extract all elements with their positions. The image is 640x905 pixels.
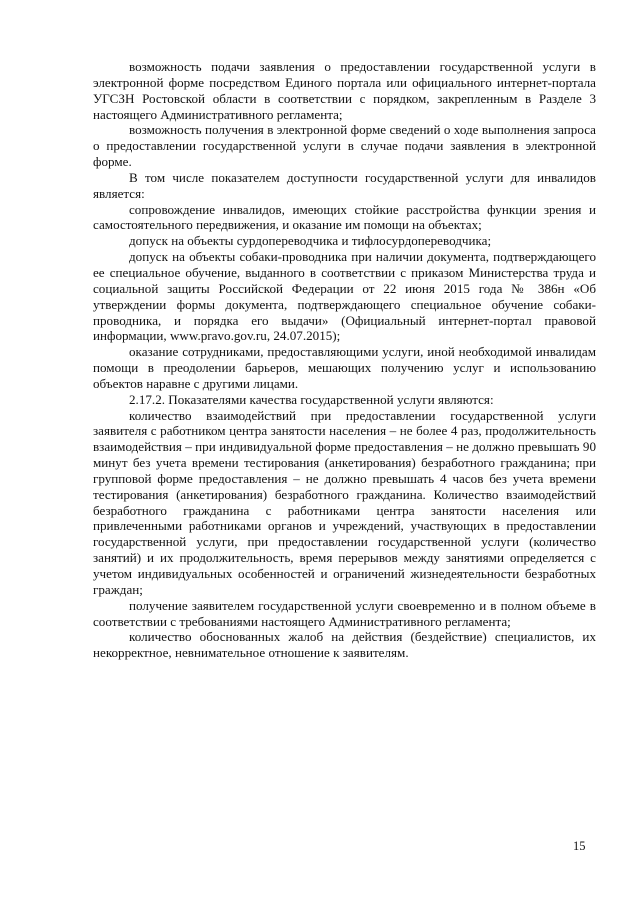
paragraph-guide-dog: допуск на объекты собаки-проводника при наличии документа, подтверждающего ее специальное обучение, выданного в соответствии с приказом Министерства труда и социальной защиты Российской Федерации от 22 июня 2015 года № 386н «Об утверждении формы документа, подтверждающего специальное обучение собаки-проводника, и порядка его выдачи» (Официальный интернет-портал правовой информации, www.pravo.gov.ru, 24.07.2015); [93, 249, 596, 344]
paragraph-staff-assistance: оказание сотрудниками, предоставляющими услуги, иной необходимой инвалидам помощи в преодолении барьеров, мешающих получению услуг и использованию объектов наравне с другими лицами. [93, 344, 596, 391]
paragraph-interaction-count: количество взаимодействий при предоставлении государственной услуги заявителя с работником центра занятости населения – не более 4 раз, продолжительность взаимодействия – при индивидуальной форме предоставления – не должно превышать 90 минут без учета времени тестирования (анкетирования) безработного гражданина; при групповой форме предоставления – не должно превышать 4 часов без учета времени тестирования (анкетирования) безработного гражданина. Количество взаимодействий безработного гражданина с работниками центра занятости населения или привлеченными работниками органов и учреждений, участвующих в предоставлении государственной услуги, при предоставлении государственной услуги (количество занятий) и их продолжительность, время перерывов между занятиями определяется с учетом индивидуальных особенностей и ограничений жизнедеятельности безработных граждан; [93, 407, 596, 597]
paragraph-interpreters: допуск на объекты сурдопереводчика и тифлосурдопереводчика; [129, 233, 492, 249]
paragraph-complaints: количество обоснованных жалоб на действия (бездействие) специалистов, их некорректное, невнимательное отношение к заявителям. [93, 629, 596, 661]
page-number: 15 [573, 839, 586, 853]
paragraph-accessibility-intro: В том числе показателем доступности государственной услуги для инвалидов является: [93, 169, 596, 201]
document-page [93, 59, 596, 839]
paragraph-quality-heading: 2.17.2. Показателями качества государственной услуги являются: [129, 391, 494, 407]
paragraph-electronic-status: возможность получения в электронной форме сведений о ходе выполнения запроса о предоставлении государственной услуги в случае подачи заявления в электронной форме. [93, 122, 596, 170]
paragraph-electronic-submission: возможность подачи заявления о предоставлении государственной услуги в электронной форме посредством Единого портала или официального интернет-портала УГСЗН Ростовской области в соответствии с порядком, закрепленным в Разделе 3 настоящего Административного регламента; [93, 59, 596, 122]
paragraph-timely-service: получение заявителем государственной услуги своевременно и в полном объеме в соответствии с требованиями настоящего Административного регламента; [93, 597, 596, 629]
paragraph-escort-disabled: сопровождение инвалидов, имеющих стойкие расстройства функции зрения и самостоятельного передвижения, и оказание им помощи на объектах; [93, 201, 596, 233]
